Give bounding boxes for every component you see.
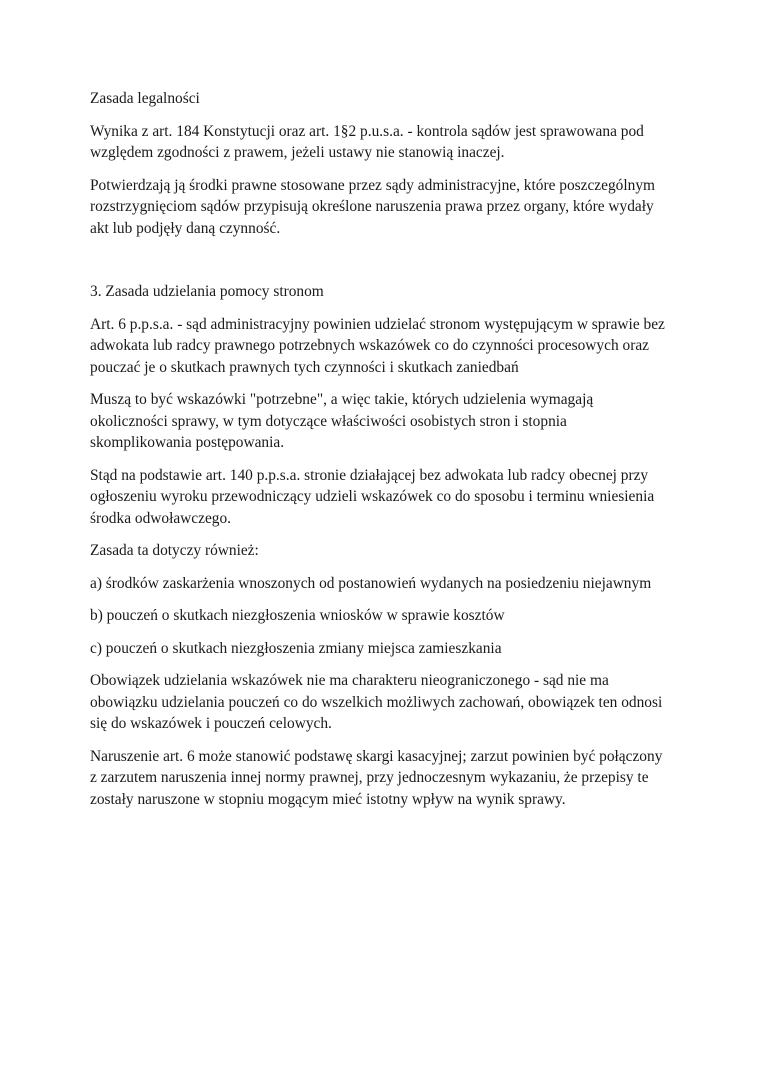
list-item-a: a) środków zaskarżenia wnoszonych od postanowień wydanych na posiedzeniu niejawnym <box>90 574 652 592</box>
legality-paragraph-1: Wynika z art. 184 Konstytucji oraz art. 1§2 p.u.s.a. - kontrola sądów jest sprawowana pod względem zgodności z prawem, jeżeli ustawy nie stanowią inaczej. <box>90 122 644 161</box>
assistance-paragraph-4: Zasada ta dotyczy również: <box>90 542 259 559</box>
list-item-b: b) pouczeń o skutkach niezgłoszenia wniosków w sprawie kosztów <box>90 607 505 624</box>
heading-legality: Zasada legalności <box>90 90 200 107</box>
legality-paragraph-2: Potwierdzają ją środki prawne stosowane przez sądy administracyjne, które poszczególnym rozstrzygnięciom sądów przypisują określone naruszenia prawa przez organy, które wydały akt lub podjęły daną czynność. <box>90 176 655 237</box>
assistance-paragraph-1: Art. 6 p.p.s.a. - sąd administracyjny powinien udzielać stronom występującym w sprawie bez adwokata lub radcy prawnego potrzebnych wskazówek co do czynności procesowych oraz pouczać je o skutkach prawnych tych czynności i skutkach zaniedbań <box>90 315 665 376</box>
list-item-c: c) pouczeń o skutkach niezgłoszenia zmiany miejsca zamieszkania <box>90 639 502 657</box>
assistance-paragraph-5: Obowiązek udzielania wskazówek nie ma charakteru nieograniczonego - sąd nie ma obowiązku udzielania pouczeń co do wszelkich możliwych zachowań, obowiązek ten odnosi się do wskazówek i pouczeń celowych. <box>90 672 663 732</box>
document-body <box>90 88 670 821</box>
assistance-paragraph-3: Stąd na podstawie art. 140 p.p.s.a. stronie działającej bez adwokata lub radcy obecnej przy ogłoszeniu wyroku przewodniczący udzieli wskazówek co do sposobu i terminu wniesienia środka odwoławczego. <box>90 466 655 527</box>
assistance-paragraph-6: Naruszenie art. 6 może stanowić podstawę skargi kasacyjnej; zarzut powinien być połączony z zarzutem naruszenia innej normy prawnej, przy jednoczesnym wykazaniu, że przepisy te zostały naruszone w stopniu mogącym mieć istotny wpływ na wynik sprawy. <box>90 747 663 808</box>
heading-assistance: 3. Zasada udzielania pomocy stronom <box>90 283 324 300</box>
assistance-paragraph-2: Muszą to być wskazówki "potrzebne", a więc takie, których udzielenia wymagają okoliczności sprawy, w tym dotyczące właściwości osobistych stron i stopnia skomplikowania postępowania. <box>90 391 594 451</box>
section-spacer <box>90 250 670 281</box>
